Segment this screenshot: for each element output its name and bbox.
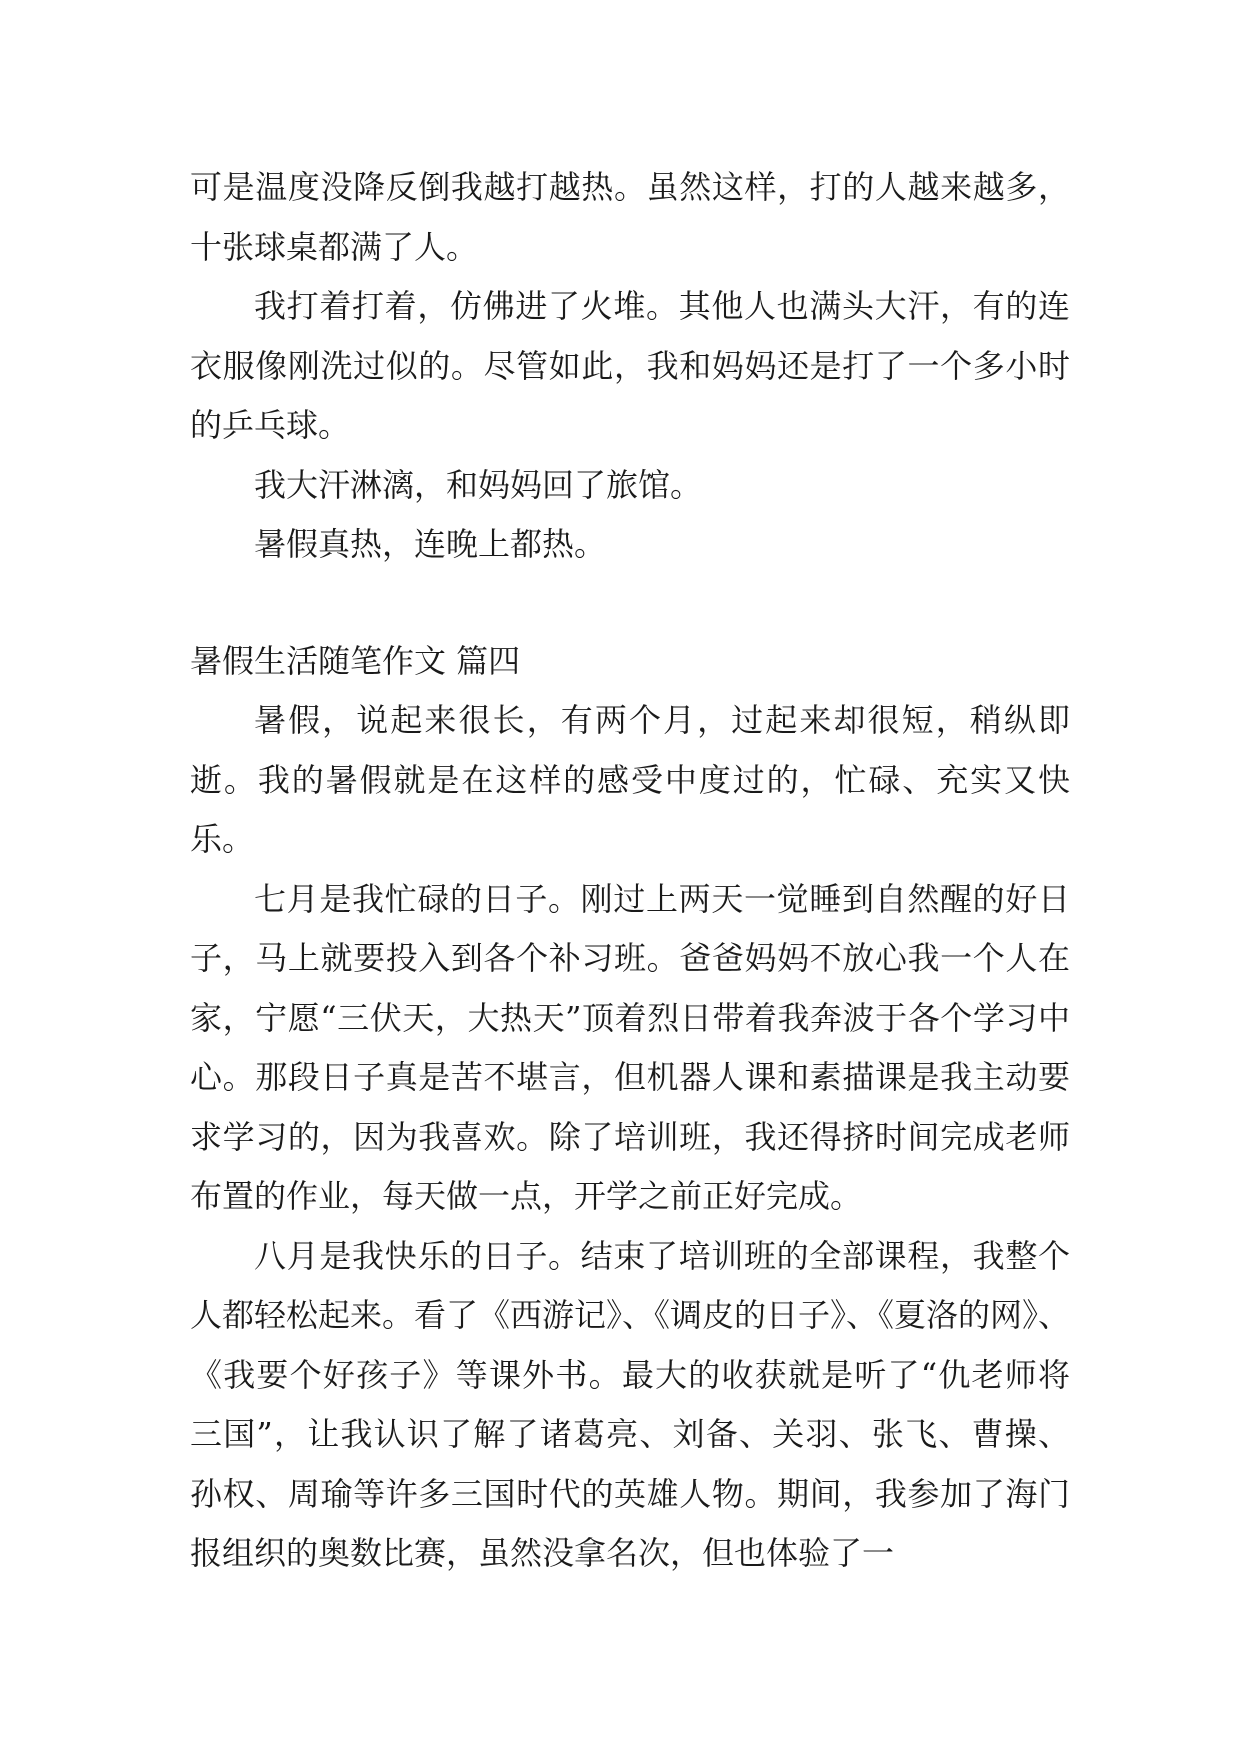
section-heading: 暑假生活随笔作文 篇四 <box>190 641 521 680</box>
paragraph-3: 我大汗淋漓，和妈妈回了旅馆。 <box>254 465 703 504</box>
paragraph-4: 暑假真热，连晚上都热。 <box>254 525 607 563</box>
paragraph-5: 暑假，说起来很长，有两个月，过起来却很短，稍纵即逝。我的暑假就是在这样的感受中度过的，忙碌、充实又快乐。 <box>190 701 1070 858</box>
document-body <box>190 158 1070 1584</box>
paragraph-7: 八月是我快乐的日子。结束了培训班的全部课程，我整个人都轻松起来。看了《西游记》、《调皮的日子》、《夏洛的网》、《我要个好孩子》等课外书。最大的收获就是听了“仇老师将三国”，让我认识了解了诸葛亮、刘备、关羽、张飞、曹操、孙权、周瑜等许多三国时代的英雄人物。期间，我参加了海门报组织的奥数比赛，虽然没拿名次，但也体验了一 <box>190 1236 1071 1572</box>
paragraph-6: 七月是我忙碌的日子。刚过上两天一觉睡到自然醒的好日子，马上就要投入到各个补习班。爸爸妈妈不放心我一个人在家，宁愿“三伏天，大热天”顶着烈日带着我奔波于各个学习中心。那段日子真是苦不堪言，但机器人课和素描课是我主动要求学习的，因为我喜欢。除了培训班，我还得挤时间完成老师布置的作业，每天做一点，开学之前正好完成。 <box>190 879 1070 1215</box>
paragraph-1: 可是温度没降反倒我越打越热。虽然这样，打的人越来越多，十张球桌都满了人。 <box>190 168 1070 266</box>
paragraph-2: 我打着打着，仿佛进了火堆。其他人也满头大汗，有的连衣服像刚洗过似的。尽管如此，我和妈妈还是打了一个多小时的乒乓球。 <box>190 287 1070 444</box>
